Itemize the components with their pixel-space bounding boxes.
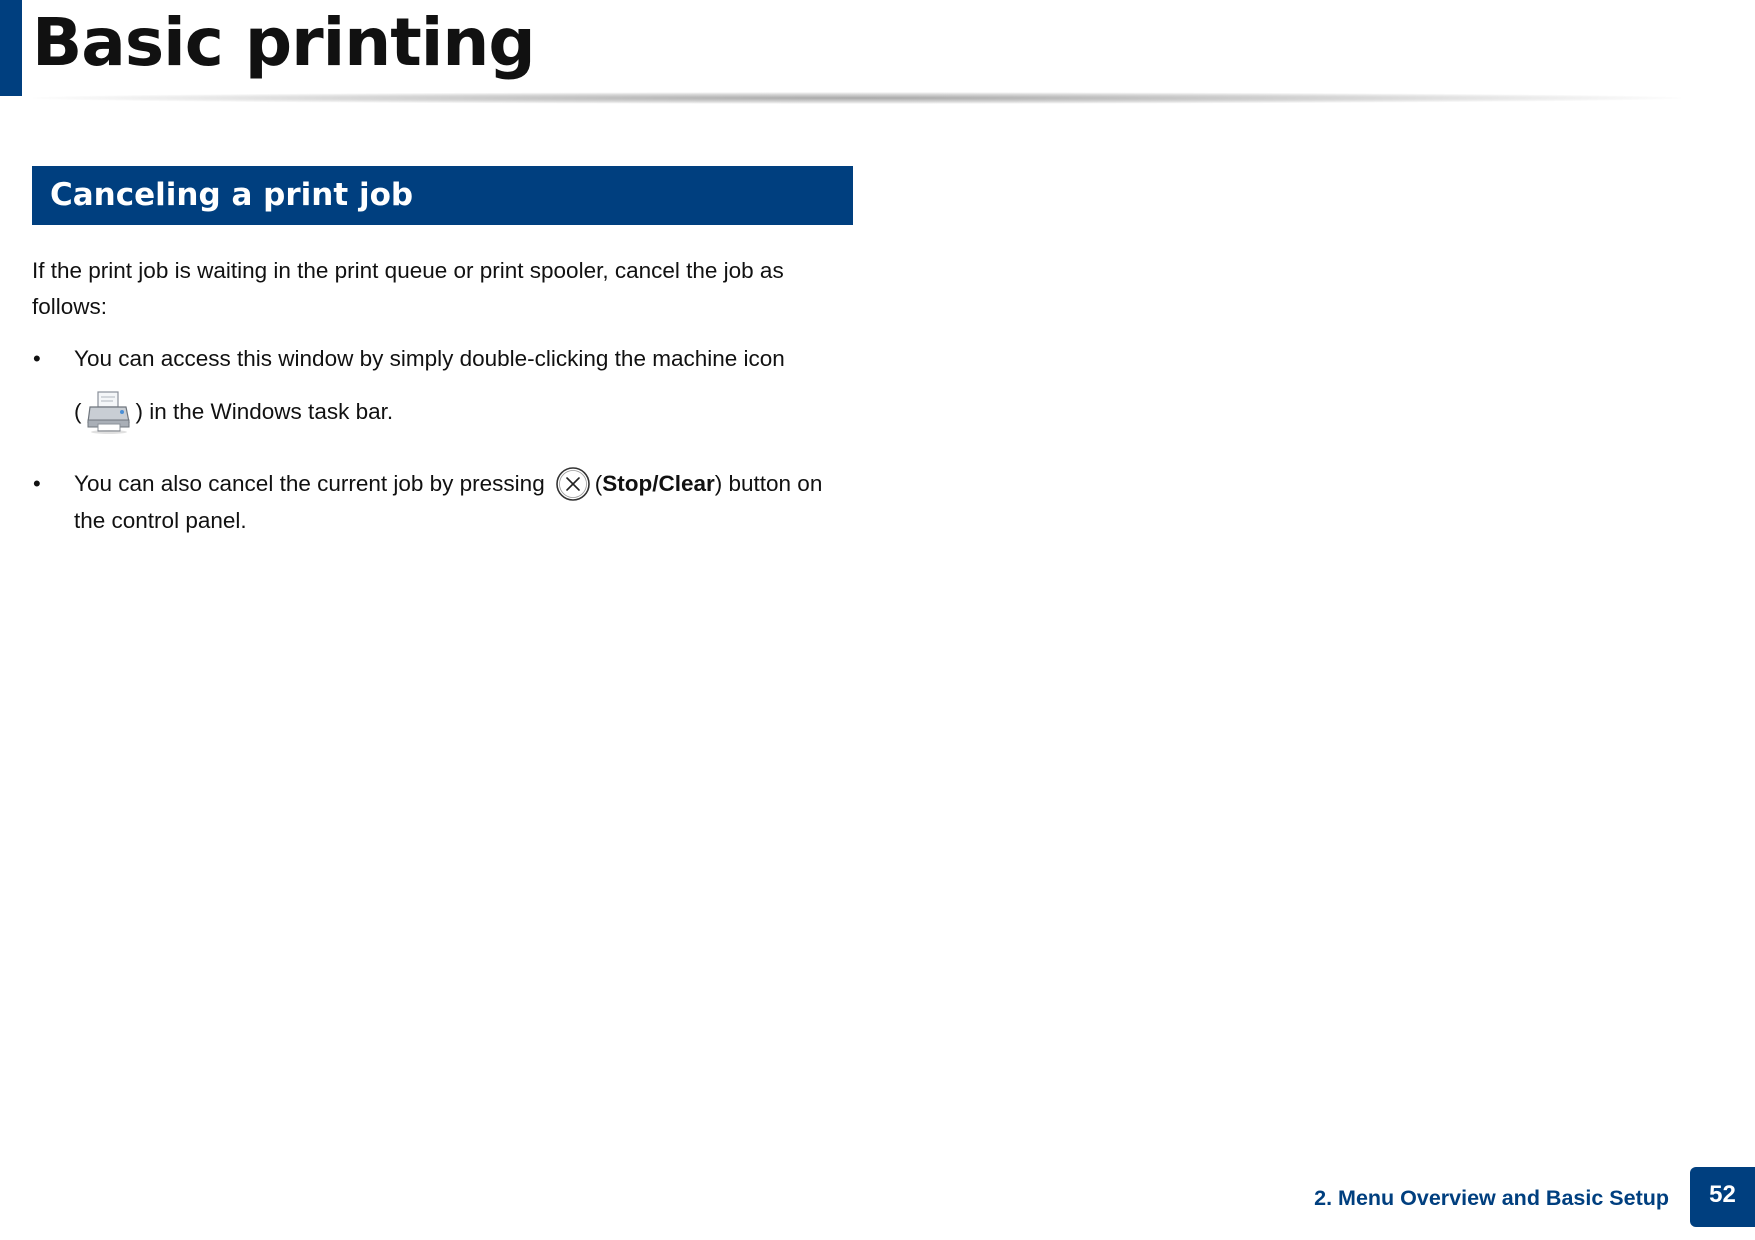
printer-icon — [86, 390, 132, 434]
open-paren: ( — [74, 399, 82, 424]
stop-clear-label: Stop/Clear — [602, 471, 715, 496]
bullet-marker: • — [33, 471, 41, 496]
bullet-1-text: You can access this window by simply double-clicking the machine icon — [74, 346, 785, 371]
page-title: Basic printing — [32, 4, 535, 81]
page-number-badge — [1690, 1167, 1755, 1227]
intro-paragraph: If the print job is waiting in the print queue or print spooler, cancel the job as follows: — [32, 258, 784, 319]
stop-clear-icon — [555, 466, 591, 502]
page-number: 52 — [1709, 1181, 1736, 1208]
section-banner — [32, 166, 853, 225]
open-paren: ( — [594, 471, 603, 496]
bullet-marker: • — [33, 346, 41, 371]
bullet-1-continuation — [74, 390, 393, 434]
footer-chapter-link[interactable]: 2. Menu Overview and Basic Setup — [1314, 1186, 1669, 1210]
title-divider — [32, 92, 1682, 104]
section-heading: Canceling a print job — [50, 177, 414, 213]
bullet-2-text — [74, 466, 822, 502]
bullet-2-lead: You can also cancel the current job by pressing — [74, 471, 545, 496]
bullet-1-tail: ) in the Windows task bar. — [135, 399, 394, 424]
bullet-2-tail: ) button on — [714, 471, 823, 496]
bullet-2-continuation: the control panel. — [74, 508, 247, 533]
left-accent-bar — [0, 0, 22, 96]
